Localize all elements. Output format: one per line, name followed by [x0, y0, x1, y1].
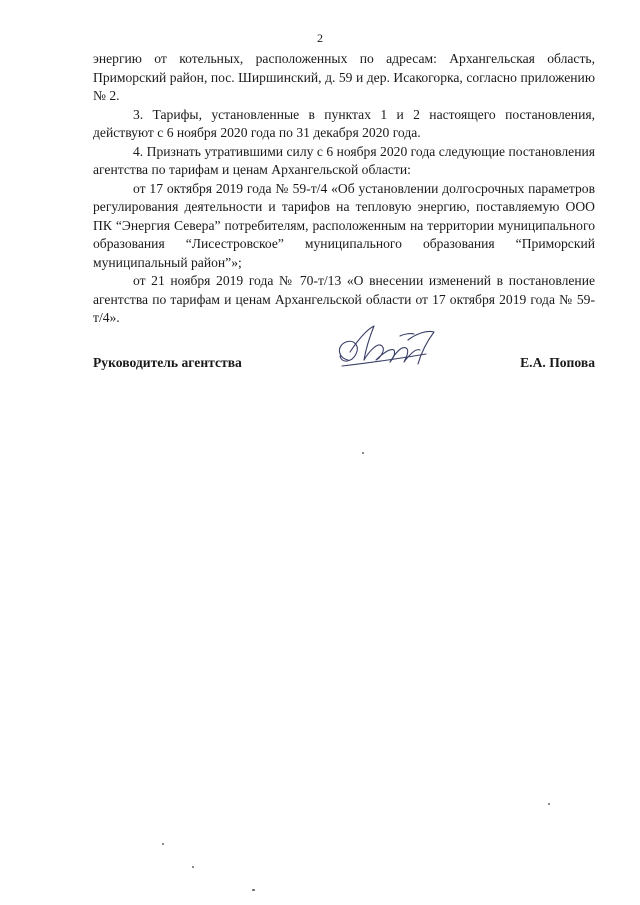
- paragraph-repealed-resolution-1: от 17 октября 2019 года № 59-т/4 «Об установлении долгосрочных параметров регулирования деятельности и тарифов на тепловую энергию, поставляемую ООО ПК “Энергия Севера” потребителям, расположенным на территории муниципального образования “Лисестровское” муниципального образования “Приморский муниципальный район”»;: [93, 180, 595, 270]
- handwritten-signature: [330, 320, 445, 372]
- paragraph-item-3: 3. Тарифы, установленные в пунктах 1 и 2 настоящего постановления, действуют с 6 ноября 2020 года по 31 декабря 2020 года.: [93, 106, 595, 140]
- scan-speck: [252, 889, 255, 891]
- document-body: [93, 50, 595, 328]
- signer-name: Е.А. Попова: [520, 355, 595, 370]
- paragraph-repealed-resolution-2: от 21 ноября 2019 года № 70-т/13 «О внесении изменений в постановление агентства по тарифам и ценам Архангельской области от 17 октября 2019 года № 59-т/4».: [93, 273, 595, 325]
- scan-speck: [192, 866, 194, 868]
- scan-speck: [548, 803, 550, 805]
- scan-speck: [362, 452, 364, 454]
- scan-speck: [162, 843, 164, 845]
- paragraph-continuation: энергию от котельных, расположенных по адресам: Архангельская область, Приморский район, пос. Ширшинский, д. 59 и дер. Исакогорка, согласно приложению № 2.: [93, 51, 595, 103]
- signer-title: Руководитель агентства: [93, 355, 242, 370]
- paragraph-item-4: 4. Признать утратившими силу с 6 ноября 2020 года следующие постановления агентства по тарифам и ценам Архангельской области:: [93, 143, 595, 177]
- page-number: 2: [317, 31, 323, 45]
